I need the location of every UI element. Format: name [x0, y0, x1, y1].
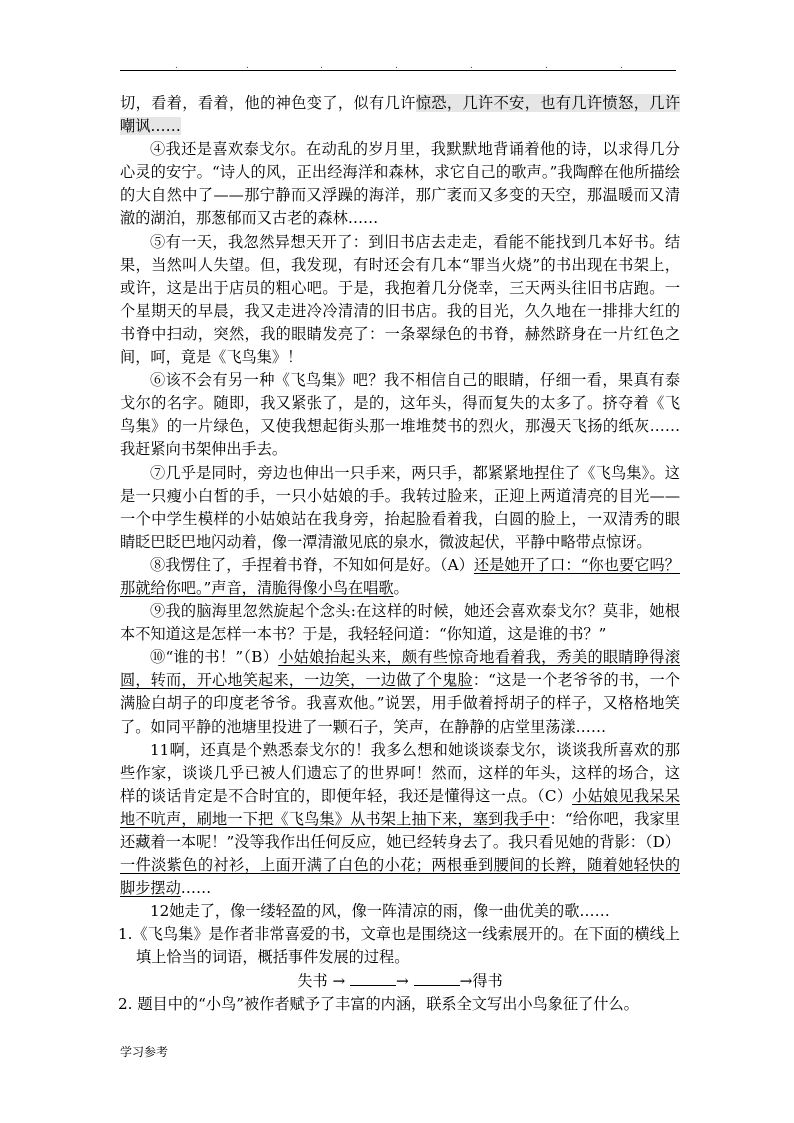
paragraph-6: ⑥该不会有另一种《飞鸟集》吧？我不相信自己的眼睛，仔细一看，果真有泰戈尔的名字。随即，我又紧张了，是的，这年头，得而复失的太多了。挤夺着《飞鸟集》的一片绿色，又使我想起街头那一堆堆焚书的烈火，那漫天飞扬的纸灰……我赶紧向书架伸出手去。	[120, 371, 680, 459]
header-mark: .	[246, 61, 249, 71]
header-mark: .	[175, 61, 178, 71]
highlighted-text: 惊恐，几许不安，也有几许愤怒，几许嘲讽……	[120, 94, 681, 136]
paragraph-11: 11啊，还真是个熟悉泰戈尔的！我多么想和她谈谈泰戈尔，谈谈我所喜欢的那些作家，谈谈几乎已被人们遗忘了的世界呵！然而，这样的年头，这样的场合，这样的谈话肯定是不合时宜的，即便年轻，我还是懂得这一点。（C）小姑娘见我呆呆地不吭声，刷地一下把《飞鸟集》从书架上抽下来，塞到我手中：“给你吧，我家里还藏着一本呢！”没等我作出任何反应，她已经转身去了。我只看见她的背影：（D）一件淡紫色的衬衫，上面开满了白色的小花；两根垂到腰间的长辫，随着她轻快的脚步摆动……	[120, 740, 680, 898]
answer-blank-2[interactable]	[414, 971, 460, 986]
underlined-sentence-b: 小姑娘抬起头来，颇有些惊奇地看着我，秀美的眼睛睁得滚圆，转而，开心地笑起来，一边笑，一边做了个鬼脸	[120, 648, 681, 690]
paragraph-7: ⑦几乎是同时，旁边也伸出一只手来，两只手，都紧紧地捏住了《飞鸟集》。这是一只瘦小白皙的手，一只小姑娘的手。我转过脸来，正迎上两道清亮的目光——一个中学生模样的小姑娘站在我身旁，抬起脸看着我，白圆的脸上，一双清秀的眼睛眨巴眨巴地闪动着，像一潭清澈见底的泉水，微波起伏，平静中略带点惊讶。	[120, 463, 680, 551]
paragraph-continuation: 切，看着，看着，他的神色变了，似有几许惊恐，几许不安，也有几许愤怒，几许嘲讽……	[120, 94, 681, 136]
document-body	[120, 92, 680, 1016]
underlined-sentence-d: 一件淡紫色的衬衫，上面开满了白色的小花；两根垂到腰间的长辫，随着她轻快的脚步摆动	[120, 856, 680, 898]
question-1: 1.《飞鸟集》是作者非常喜爱的书，文章也是围绕这一线索展开的。在下面的横线上填上恰当的词语，概括事件发展的过程。	[118, 925, 680, 967]
header-mark: .	[320, 61, 323, 71]
paragraph-9: ⑨我的脑海里忽然旋起个念头:在这样的时候，她还会喜欢泰戈尔？莫非，她根本不知道这是怎样一本书？于是，我轻轻问道：“你知道，这是谁的书？”	[120, 602, 680, 644]
flow-end: →得书	[459, 971, 503, 990]
header-mark: .	[545, 61, 548, 71]
underlined-sentence-c: 小姑娘见我呆呆地不吭声，刷地一下把《飞鸟集》从书架上抽下来，塞到我手中	[120, 786, 680, 828]
header-mark: .	[620, 61, 623, 71]
flow-start: 失书	[297, 971, 328, 990]
arrow-icon: →	[332, 971, 346, 990]
paragraph-12: 12她走了，像一缕轻盈的风，像一阵清凉的雨，像一曲优美的歌……	[150, 902, 610, 921]
question-2: 2. 题目中的“小鸟”被作者赋予了丰富的内涵，联系全文写出小鸟象征了什么。	[118, 994, 639, 1013]
header-mark: .	[470, 61, 473, 71]
header-mark: .	[395, 61, 398, 71]
footer-label: 学习参考	[120, 1045, 169, 1059]
answer-blank-1[interactable]	[350, 971, 396, 986]
underlined-sentence-a: 还是她开了口：“你也要它吗？那就给你吧。”声音，清脆得像小鸟在唱歌	[120, 555, 680, 597]
paragraph-5: ⑤有一天，我忽然异想天开了：到旧书店去走走，看能不能找到几本好书。结果，当然叫人失望。但，我发现，有时还会有几本“罪当火烧”的书出现在书架上，或许，这是出于店员的粗心吧。于是，我抱着几分侥幸，三天两头往旧书店跑。一个星期天的早晨，我又走进冷冷清清的旧书店。我的目光，久久地在一排排大红的书脊中扫动，突然，我的眼睛发亮了：一条翠绿色的书脊，赫然跻身在一片红色之间，呵，竟是《飞鸟集》！	[120, 232, 680, 367]
arrow-icon: →	[396, 971, 409, 990]
question-1-flow	[120, 970, 680, 993]
header-rule	[120, 70, 676, 71]
paragraph-10: ⑩“谁的书！”（B）小姑娘抬起头来，颇有些惊奇地看着我，秀美的眼睛睁得滚圆，转而，开心地笑起来，一边笑，一边做了个鬼脸：“这是一个老爷爷的书，一个满脸白胡子的印度老爷爷。我喜欢他。”说罢，用手做着捋胡子的样子，又格格地笑了。如同平静的池塘里投进了一颗石子，笑声，在静静的店堂里荡漾……	[120, 648, 681, 736]
paragraph-4: ④我还是喜欢泰戈尔。在动乱的岁月里，我默默地背诵着他的诗，以求得几分心灵的安宁。“诗人的风，正出经海洋和森林，求它自己的歌声。”我陶醉在他所描绘的大自然中了——那宁静而又浮躁的海洋，那广袤而又多变的天空，那温暖而又清澈的湖泊，那葱郁而又古老的森林……	[120, 140, 680, 228]
paragraph-8: ⑧我愣住了，手捏着书脊，不知如何是好。（A）还是她开了口：“你也要它吗？那就给你吧。”声音，清脆得像小鸟在唱歌。	[120, 555, 680, 597]
